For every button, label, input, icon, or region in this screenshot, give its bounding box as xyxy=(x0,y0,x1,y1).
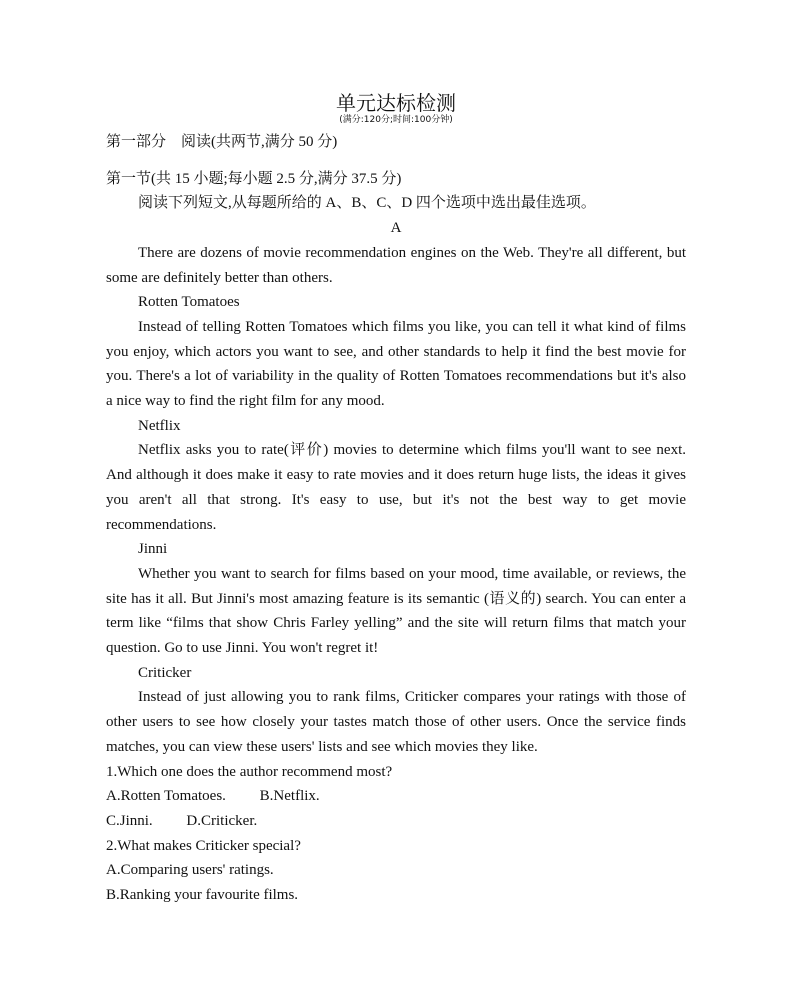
question-2-option-a: A.Comparing users' ratings. xyxy=(106,862,274,879)
site-text-jinni: Whether you want to search for films based on your mood, time available, or reviews, the site has it all. But Jinni's most amazing feature is its semantic (语义的) search. You can enter a term like “films that show Chris Farley yelling” and the site will return films that match your question. Go to use Jinni. You won't regret it! xyxy=(106,565,686,657)
instruction: 阅读下列短文,从每题所给的 A、B、C、D 四个选项中选出最佳选项。 xyxy=(138,195,596,212)
page-subtitle: (满分:120分;时间:100分钟) xyxy=(339,115,453,125)
section-heading: 第一节(共 15 小题;每小题 2.5 分,满分 37.5 分) xyxy=(106,170,402,187)
site-heading-netflix: Netflix xyxy=(138,417,181,434)
document-page xyxy=(106,88,686,908)
question-1-options-row-1: A.Rotten Tomatoes. B.Netflix. xyxy=(106,788,320,805)
spacer xyxy=(106,155,686,167)
site-heading-rotten-tomatoes: Rotten Tomatoes xyxy=(138,294,240,311)
question-2-stem: 2.What makes Criticker special? xyxy=(106,837,301,854)
passage-intro: There are dozens of movie recommendation engines on the Web. They're all different, but some are definitely better than others. xyxy=(106,244,686,286)
site-text-criticker: Instead of just allowing you to rank films, Criticker compares your ratings with those of other users to see how closely your tastes match those of other users. Once the service finds matches, you can view these users' lists and see which movies they like. xyxy=(106,689,686,755)
passage-label: A xyxy=(390,220,402,237)
question-1-stem: 1.Which one does the author recommend most? xyxy=(106,763,393,780)
site-heading-jinni: Jinni xyxy=(138,541,168,558)
question-2-option-b: B.Ranking your favourite films. xyxy=(106,887,299,904)
part-heading: 第一部分 阅读(共两节,满分 50 分) xyxy=(106,134,338,150)
page-title: 单元达标检测 xyxy=(336,91,456,115)
question-1-options-row-2: C.Jinni. D.Criticker. xyxy=(106,812,258,829)
site-text-rotten-tomatoes: Instead of telling Rotten Tomatoes which films you like, you can tell it what kind of films you enjoy, which actors you want to see, and other standards to help it find the best movie for you. There's a lot of variability in the quality of Rotten Tomatoes recommendations but it's also a nice way to find the right film for any mood. xyxy=(106,318,686,410)
site-text-netflix: Netflix asks you to rate(评价) movies to determine which films you'll want to see next. And although it does make it easy to rate movies and it does return huge lists, the ideas it gives you aren't all that strong. It's easy to use, but it's not the best way to get movie recommendations. xyxy=(106,442,686,533)
site-heading-criticker: Criticker xyxy=(138,664,192,681)
